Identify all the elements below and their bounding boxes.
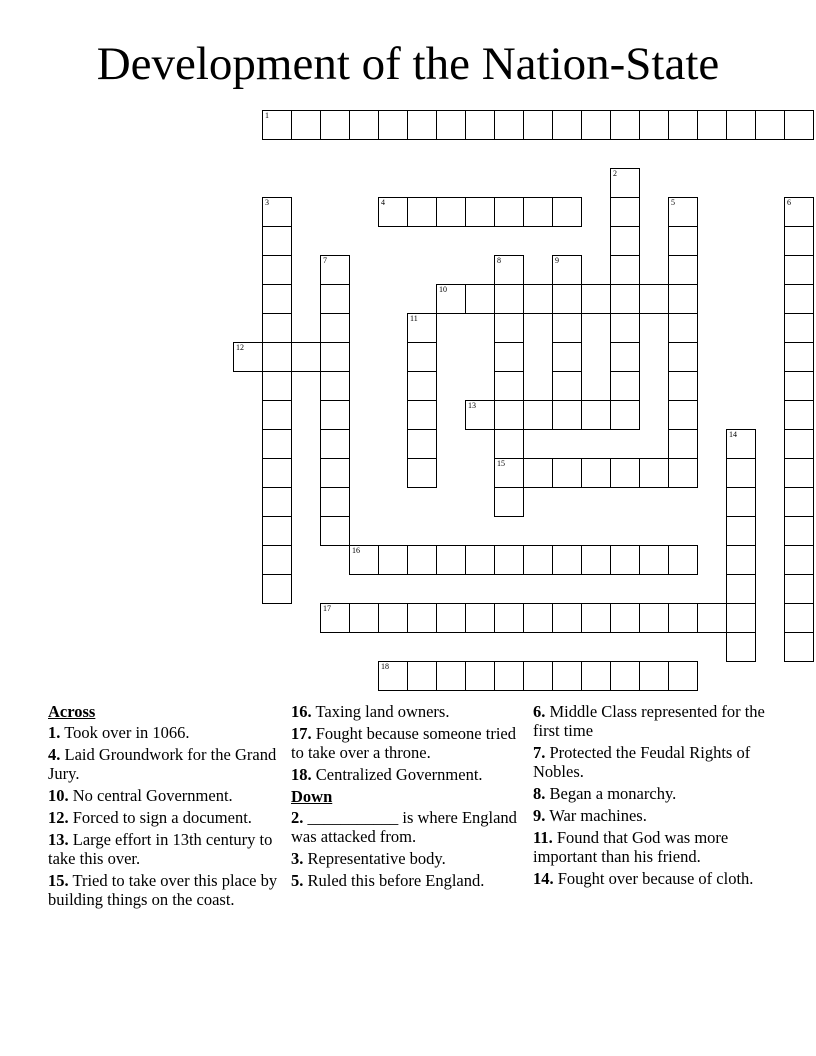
grid-cell[interactable] — [552, 313, 582, 343]
grid-cell[interactable] — [320, 429, 350, 459]
grid-cell[interactable] — [784, 458, 814, 488]
grid-cell[interactable] — [610, 284, 640, 314]
clue-number: 2 — [613, 169, 617, 178]
grid-cell[interactable] — [523, 661, 553, 691]
down-clue: 9. War machines. — [533, 806, 647, 825]
grid-cell[interactable] — [262, 458, 292, 488]
grid-cell[interactable] — [610, 168, 640, 198]
grid-cell[interactable] — [494, 429, 524, 459]
grid-cell[interactable] — [320, 110, 350, 140]
grid-cell[interactable] — [320, 487, 350, 517]
down-clue: 14. Fought over because of cloth. — [533, 869, 754, 888]
grid-cell[interactable] — [726, 487, 756, 517]
grid-cell[interactable] — [320, 516, 350, 546]
grid-cell[interactable] — [581, 545, 611, 575]
grid-cell[interactable] — [349, 545, 379, 575]
grid-cell[interactable] — [291, 110, 321, 140]
grid-cell[interactable] — [436, 197, 466, 227]
across-clue: 1. Took over in 1066. — [48, 723, 190, 742]
grid-cell[interactable] — [552, 110, 582, 140]
clues-column-2 — [291, 702, 523, 893]
grid-cell[interactable] — [668, 110, 698, 140]
grid-cell[interactable] — [610, 603, 640, 633]
grid-cell[interactable] — [262, 226, 292, 256]
grid-cell[interactable] — [639, 661, 669, 691]
clue-number: 6 — [787, 198, 791, 207]
grid-cell[interactable] — [552, 255, 582, 285]
grid-cell[interactable] — [784, 429, 814, 459]
grid-cell[interactable] — [639, 284, 669, 314]
clue-number: 8 — [497, 256, 501, 265]
grid-cell[interactable] — [639, 603, 669, 633]
grid-cell[interactable] — [320, 342, 350, 372]
grid-cell[interactable] — [291, 342, 321, 372]
across-heading: Across — [48, 702, 96, 721]
down-clue: 3. Representative body. — [291, 849, 446, 868]
down-heading: Down — [291, 787, 333, 806]
grid-cell[interactable] — [610, 342, 640, 372]
down-clue: 2. ___________ is where England was attacked from. — [291, 808, 517, 846]
grid-cell[interactable] — [784, 632, 814, 662]
grid-cell[interactable] — [465, 284, 495, 314]
grid-cell[interactable] — [784, 516, 814, 546]
grid-cell[interactable] — [262, 371, 292, 401]
clue-number: 11 — [410, 314, 418, 323]
grid-cell[interactable] — [581, 458, 611, 488]
grid-cell[interactable] — [726, 545, 756, 575]
grid-cell[interactable] — [581, 400, 611, 430]
grid-cell[interactable] — [784, 545, 814, 575]
grid-cell[interactable] — [784, 603, 814, 633]
clue-number: 5 — [671, 198, 675, 207]
grid-cell[interactable] — [668, 458, 698, 488]
grid-cell[interactable] — [552, 661, 582, 691]
grid-cell[interactable] — [407, 371, 437, 401]
grid-cell[interactable] — [349, 110, 379, 140]
grid-cell[interactable] — [668, 284, 698, 314]
grid-cell[interactable] — [349, 603, 379, 633]
across-clue: 16. Taxing land owners. — [291, 702, 450, 721]
grid-cell[interactable] — [610, 545, 640, 575]
grid-cell[interactable] — [726, 516, 756, 546]
grid-cell[interactable] — [610, 255, 640, 285]
grid-cell[interactable] — [610, 226, 640, 256]
clue-number: 10 — [439, 285, 447, 294]
grid-cell[interactable] — [668, 371, 698, 401]
grid-cell[interactable] — [320, 284, 350, 314]
grid-cell[interactable] — [726, 110, 756, 140]
grid-cell[interactable] — [320, 313, 350, 343]
grid-cell[interactable] — [523, 400, 553, 430]
grid-cell[interactable] — [465, 197, 495, 227]
grid-cell[interactable] — [436, 545, 466, 575]
grid-cell[interactable] — [668, 255, 698, 285]
grid-cell[interactable] — [552, 603, 582, 633]
across-clue: 15. Tried to take over this place by building things on the coast. — [48, 871, 278, 909]
grid-cell[interactable] — [262, 197, 292, 227]
across-clue: 13. Large effort in 13th century to take this over. — [48, 830, 273, 868]
grid-cell[interactable] — [436, 661, 466, 691]
grid-cell[interactable] — [262, 516, 292, 546]
grid-cell[interactable] — [668, 661, 698, 691]
grid-cell[interactable] — [581, 603, 611, 633]
grid-cell[interactable] — [726, 574, 756, 604]
grid-cell[interactable] — [523, 284, 553, 314]
grid-cell[interactable] — [494, 661, 524, 691]
grid-cell[interactable] — [610, 371, 640, 401]
grid-cell[interactable] — [262, 400, 292, 430]
grid-cell[interactable] — [494, 284, 524, 314]
clue-number: 4 — [381, 198, 385, 207]
grid-cell[interactable] — [610, 661, 640, 691]
grid-cell[interactable] — [697, 110, 727, 140]
across-clue: 12. Forced to sign a document. — [48, 808, 252, 827]
grid-cell[interactable] — [465, 400, 495, 430]
grid-cell[interactable] — [784, 400, 814, 430]
grid-cell[interactable] — [668, 342, 698, 372]
grid-cell[interactable] — [668, 545, 698, 575]
grid-cell[interactable] — [262, 342, 292, 372]
grid-cell[interactable] — [523, 603, 553, 633]
grid-cell[interactable] — [610, 197, 640, 227]
grid-cell[interactable] — [523, 197, 553, 227]
clue-number: 7 — [323, 256, 327, 265]
across-clue: 4. Laid Groundwork for the Grand Jury. — [48, 745, 277, 783]
grid-cell[interactable] — [262, 545, 292, 575]
grid-cell[interactable] — [581, 661, 611, 691]
grid-cell[interactable] — [610, 400, 640, 430]
grid-cell[interactable] — [407, 313, 437, 343]
grid-cell[interactable] — [784, 487, 814, 517]
grid-cell[interactable] — [726, 458, 756, 488]
grid-cell[interactable] — [581, 284, 611, 314]
grid-cell[interactable] — [378, 197, 408, 227]
puzzle-title: Development of the Nation-State — [96, 38, 720, 90]
grid-cell[interactable] — [494, 342, 524, 372]
grid-cell[interactable] — [494, 458, 524, 488]
grid-cell[interactable] — [523, 458, 553, 488]
grid-cell[interactable] — [784, 313, 814, 343]
grid-cell[interactable] — [494, 545, 524, 575]
grid-cell[interactable] — [494, 255, 524, 285]
across-clue: 10. No central Government. — [48, 786, 233, 805]
clues-column-3 — [533, 702, 765, 891]
grid-cell[interactable] — [784, 197, 814, 227]
grid-cell[interactable] — [407, 342, 437, 372]
grid-cell[interactable] — [465, 603, 495, 633]
clue-number: 14 — [729, 430, 737, 439]
grid-cell[interactable] — [320, 371, 350, 401]
grid-cell[interactable] — [610, 313, 640, 343]
grid-cell[interactable] — [262, 255, 292, 285]
grid-cell[interactable] — [465, 110, 495, 140]
grid-cell[interactable] — [320, 400, 350, 430]
grid-cell[interactable] — [639, 545, 669, 575]
grid-cell[interactable] — [784, 110, 814, 140]
grid-cell[interactable] — [407, 429, 437, 459]
grid-cell[interactable] — [407, 458, 437, 488]
grid-cell[interactable] — [668, 603, 698, 633]
grid-cell[interactable] — [494, 400, 524, 430]
grid-cell[interactable] — [320, 603, 350, 633]
clue-number: 12 — [236, 343, 244, 352]
across-clue: 17. Fought because someone tried to take over a throne. — [291, 724, 516, 762]
grid-cell[interactable] — [436, 284, 466, 314]
grid-cell[interactable] — [378, 110, 408, 140]
grid-cell[interactable] — [465, 545, 495, 575]
grid-cell[interactable] — [407, 661, 437, 691]
grid-cell[interactable] — [378, 545, 408, 575]
grid-cell[interactable] — [523, 545, 553, 575]
grid-cell[interactable] — [552, 371, 582, 401]
clue-number: 15 — [497, 459, 505, 468]
grid-cell[interactable] — [552, 400, 582, 430]
grid-cell[interactable] — [668, 429, 698, 459]
grid-cell[interactable] — [262, 284, 292, 314]
grid-cell[interactable] — [436, 603, 466, 633]
grid-cell[interactable] — [320, 255, 350, 285]
grid-cell[interactable] — [262, 429, 292, 459]
grid-cell[interactable] — [668, 313, 698, 343]
down-clue: 5. Ruled this before England. — [291, 871, 485, 890]
grid-cell[interactable] — [378, 661, 408, 691]
grid-cell[interactable] — [668, 226, 698, 256]
grid-cell[interactable] — [262, 110, 292, 140]
down-clue: 8. Began a monarchy. — [533, 784, 677, 803]
grid-cell[interactable] — [784, 226, 814, 256]
grid-cell[interactable] — [552, 284, 582, 314]
grid-cell[interactable] — [494, 110, 524, 140]
clue-number: 18 — [381, 662, 389, 671]
grid-cell[interactable] — [755, 110, 785, 140]
grid-cell[interactable] — [378, 603, 408, 633]
grid-cell[interactable] — [668, 400, 698, 430]
grid-cell[interactable] — [494, 197, 524, 227]
grid-cell[interactable] — [552, 458, 582, 488]
grid-cell[interactable] — [610, 458, 640, 488]
grid-cell[interactable] — [552, 545, 582, 575]
grid-cell[interactable] — [436, 110, 466, 140]
grid-cell[interactable] — [552, 197, 582, 227]
clue-number: 9 — [555, 256, 559, 265]
grid-cell[interactable] — [784, 284, 814, 314]
grid-cell[interactable] — [407, 197, 437, 227]
grid-cell[interactable] — [494, 603, 524, 633]
grid-cell[interactable] — [639, 110, 669, 140]
grid-cell[interactable] — [494, 487, 524, 517]
grid-cell[interactable] — [784, 342, 814, 372]
down-clue: 6. Middle Class represented for the first time — [533, 702, 765, 740]
clue-number: 13 — [468, 401, 476, 410]
grid-cell[interactable] — [610, 110, 640, 140]
clue-number: 16 — [352, 546, 360, 555]
grid-cell[interactable] — [262, 313, 292, 343]
grid-cell[interactable] — [494, 313, 524, 343]
grid-cell[interactable] — [697, 603, 727, 633]
clue-number: 17 — [323, 604, 331, 613]
grid-cell[interactable] — [465, 661, 495, 691]
grid-cell[interactable] — [639, 458, 669, 488]
grid-cell[interactable] — [726, 632, 756, 662]
across-clue: 18. Centralized Government. — [291, 765, 483, 784]
grid-cell[interactable] — [581, 110, 611, 140]
grid-cell[interactable] — [784, 255, 814, 285]
grid-cell[interactable] — [407, 545, 437, 575]
clue-number: 3 — [265, 198, 269, 207]
grid-cell[interactable] — [233, 342, 263, 372]
grid-cell[interactable] — [552, 342, 582, 372]
grid-cell[interactable] — [784, 574, 814, 604]
grid-cell[interactable] — [407, 603, 437, 633]
grid-cell[interactable] — [726, 429, 756, 459]
grid-cell[interactable] — [784, 371, 814, 401]
grid-cell[interactable] — [407, 400, 437, 430]
down-clue: 11. Found that God was more important than his friend. — [533, 828, 729, 866]
clue-number: 1 — [265, 111, 269, 120]
grid-cell[interactable] — [262, 574, 292, 604]
down-clue: 7. Protected the Feudal Rights of Nobles. — [533, 743, 751, 781]
grid-cell[interactable] — [320, 458, 350, 488]
grid-cell[interactable] — [494, 371, 524, 401]
grid-cell[interactable] — [262, 487, 292, 517]
grid-cell[interactable] — [523, 110, 553, 140]
grid-cell[interactable] — [407, 110, 437, 140]
clues-column-1 — [48, 702, 280, 912]
grid-cell[interactable] — [726, 603, 756, 633]
grid-cell[interactable] — [668, 197, 698, 227]
